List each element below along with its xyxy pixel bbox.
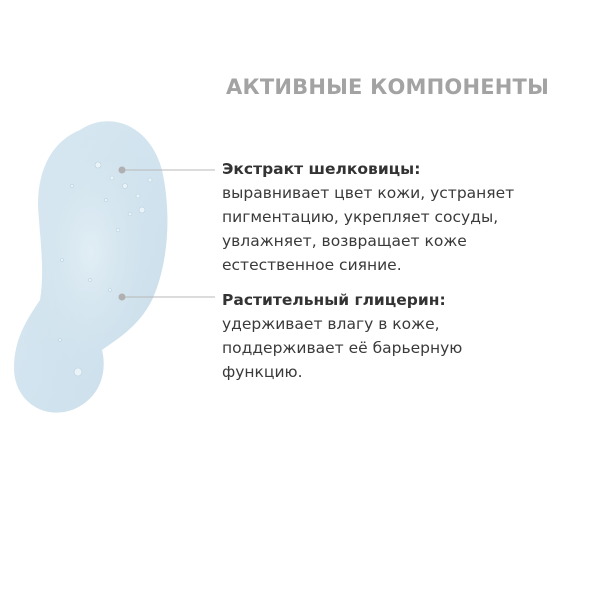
ingredient-description-line: удерживает влагу в коже, [222, 315, 440, 333]
section-heading: АКТИВНЫЕ КОМПОНЕНТЫ [226, 75, 550, 99]
ingredient-title: Экстракт шелковицы: [222, 160, 421, 178]
ingredient-description-line: поддерживает её барьерную [222, 339, 463, 357]
ingredient-description-line: увлажняет, возвращает коже [222, 232, 467, 250]
ingredient-description-line: функцию. [222, 363, 303, 381]
connector-dot-2 [119, 294, 126, 301]
ingredient-title: Растительный глицерин: [222, 291, 446, 309]
ingredient-description-line: выравнивает цвет кожи, устраняет [222, 184, 515, 202]
ingredient-description-line: естественное сияние. [222, 256, 402, 274]
connector-dot-1 [119, 167, 126, 174]
ingredient-block-mulberry [222, 157, 514, 277]
ingredient-block-glycerin [222, 288, 462, 384]
ingredient-description-line: пигментацию, укрепляет сосуды, [222, 208, 499, 226]
